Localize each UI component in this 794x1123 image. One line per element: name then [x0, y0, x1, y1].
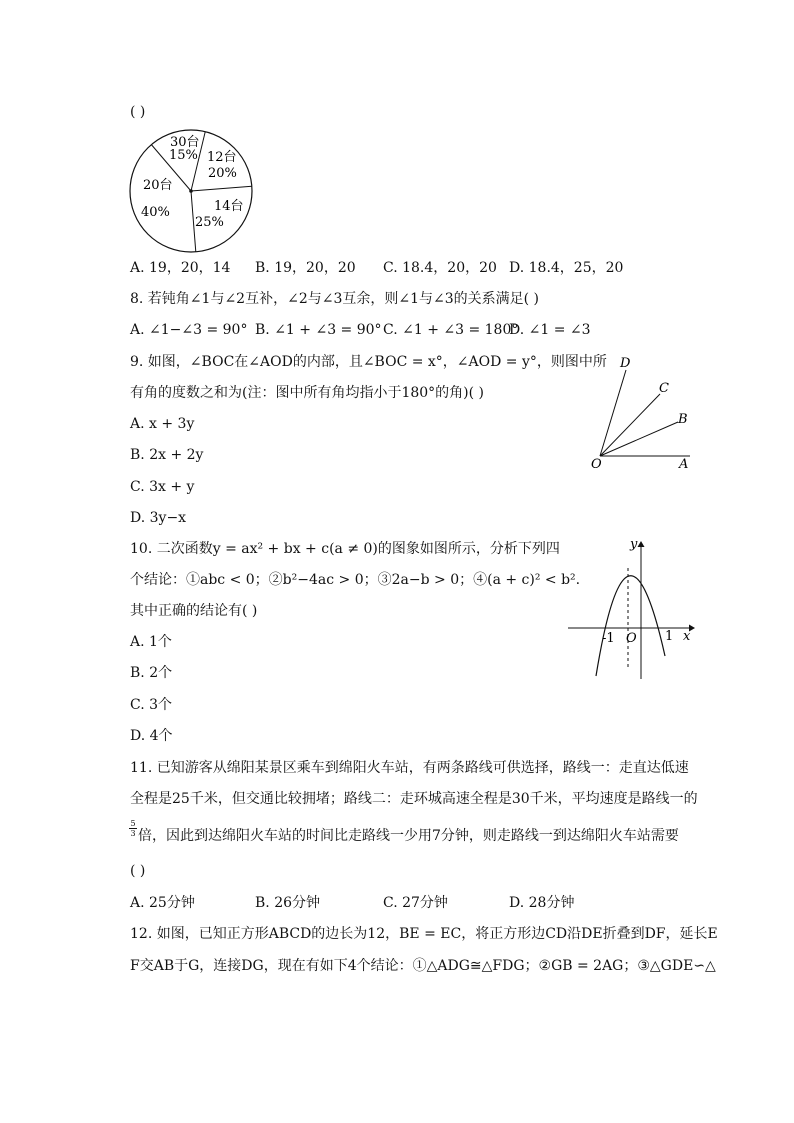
q9-option-a[interactable]: A. x + 3y — [130, 416, 195, 432]
q10-option-b[interactable]: B. 2个 — [130, 665, 173, 681]
q11-options — [0, 893, 794, 913]
q11-option-b[interactable]: B. 26分钟 — [255, 895, 321, 911]
q11-fraction — [129, 819, 137, 838]
pie-label-count-1: 12台 — [207, 150, 237, 165]
pie-label-count-3: 20台 — [143, 178, 173, 193]
q7-option-b[interactable]: B. 19，20，20 — [255, 260, 356, 276]
label-one: 1 — [665, 629, 674, 644]
label-b: B — [678, 412, 688, 427]
q10-option-d[interactable]: D. 4个 — [130, 728, 173, 744]
q10-stem-line3: 其中正确的结论有( ) — [130, 603, 258, 619]
pie-chart — [128, 128, 254, 254]
q10-option-a[interactable]: A. 1个 — [130, 634, 172, 650]
label-neg1: -1 — [602, 631, 615, 646]
ray-ob — [600, 422, 678, 456]
q10-option-c[interactable]: C. 3个 — [130, 697, 173, 713]
label-o: O — [591, 457, 602, 472]
q9-option-c[interactable]: C. 3x + y — [130, 479, 195, 495]
q8-stem: 8. 若钝角∠1与∠2互补，∠2与∠3互余，则∠1与∠3的关系满足( ) — [130, 291, 540, 307]
q8-option-b[interactable]: B. ∠1 + ∠3 = 90° — [255, 322, 382, 338]
q12-stem-line2: F交AB于G，连接DG，现在有如下4个结论：①△ADG≅△FDG；②GB = 2AG；③△GDE∽△ — [130, 958, 716, 974]
pie-center-dot — [189, 189, 193, 193]
q10-parabola-figure — [566, 536, 700, 682]
label-x: x — [683, 629, 691, 644]
fraction-denominator: 3 — [130, 829, 136, 838]
q11-stem-line2: 全程是25千米，但交通比较拥堵；路线二：走环城高速全程是30千米，平均速度是路线一的 — [130, 791, 698, 807]
q11-stem-line3: 倍，因此到达绵阳火车站的时间比走路线一少用7分钟，则走路线一到达绵阳火车站需要 — [138, 828, 679, 844]
q8-options — [0, 320, 794, 340]
q11-answer-paren: ( ) — [130, 863, 146, 879]
label-origin: O — [626, 631, 637, 646]
pie-label-pct-0: 15% — [169, 148, 198, 163]
pie-label-pct-3: 40% — [141, 205, 170, 220]
q12-stem-line1: 12. 如图，已知正方形ABCD的边长为12，BE = EC，将正方形边CD沿DE折叠到DF，延长E — [130, 926, 718, 942]
q7-options — [0, 258, 794, 278]
label-a: A — [679, 457, 689, 472]
q11-option-d[interactable]: D. 28分钟 — [509, 895, 575, 911]
q9-option-d[interactable]: D. 3y−x — [130, 510, 187, 526]
fraction-numerator: 5 — [130, 819, 136, 828]
q7-answer-paren: ( ) — [130, 104, 146, 120]
q8-option-a[interactable]: A. ∠1−∠3 = 90° — [130, 322, 248, 338]
pie-slice-boundary-2 — [191, 186, 252, 191]
q7-option-d[interactable]: D. 18.4，25，20 — [509, 260, 624, 276]
pie-label-pct-1: 20% — [208, 166, 237, 181]
parabola-curve — [596, 576, 665, 676]
pie-label-count-2: 14台 — [214, 199, 244, 214]
pie-label-pct-2: 25% — [195, 215, 224, 230]
label-c: C — [659, 381, 669, 396]
q7-option-c[interactable]: C. 18.4，20，20 — [383, 260, 497, 276]
q8-option-c[interactable]: C. ∠1 + ∠3 = 180° — [383, 322, 519, 338]
q9-stem-line2: 有角的度数之和为(注：图中所有角均指小于180°的角)( ) — [130, 385, 485, 401]
q11-option-c[interactable]: C. 27分钟 — [383, 895, 448, 911]
label-d: D — [620, 356, 631, 371]
pie-label-count-0: 30台 — [170, 135, 200, 150]
label-y: y — [630, 537, 638, 552]
q11-option-a[interactable]: A. 25分钟 — [130, 895, 195, 911]
q9-option-b[interactable]: B. 2x + 2y — [130, 447, 204, 463]
q11-stem-line1: 11. 已知游客从绵阳某景区乘车到绵阳火车站，有两条路线可供选择，路线一：走直达低速 — [130, 760, 689, 776]
q10-stem-line2: 个结论：①abc < 0；②b²−4ac > 0；③2a−b > 0；④(a + c)² < b². — [130, 572, 581, 588]
q10-stem-line1: 10. 二次函数y = ax² + bx + c(a ≠ 0)的图象如图所示，分析下列四 — [130, 541, 560, 557]
q7-option-a[interactable]: A. 19，20，14 — [130, 260, 231, 276]
q9-stem-line1: 9. 如图，∠BOC在∠AOD的内部，且∠BOC = x°，∠AOD = y°，则图中所 — [130, 354, 607, 370]
q8-option-d[interactable]: D. ∠1 = ∠3 — [509, 322, 591, 338]
q9-angle-figure — [588, 352, 698, 474]
